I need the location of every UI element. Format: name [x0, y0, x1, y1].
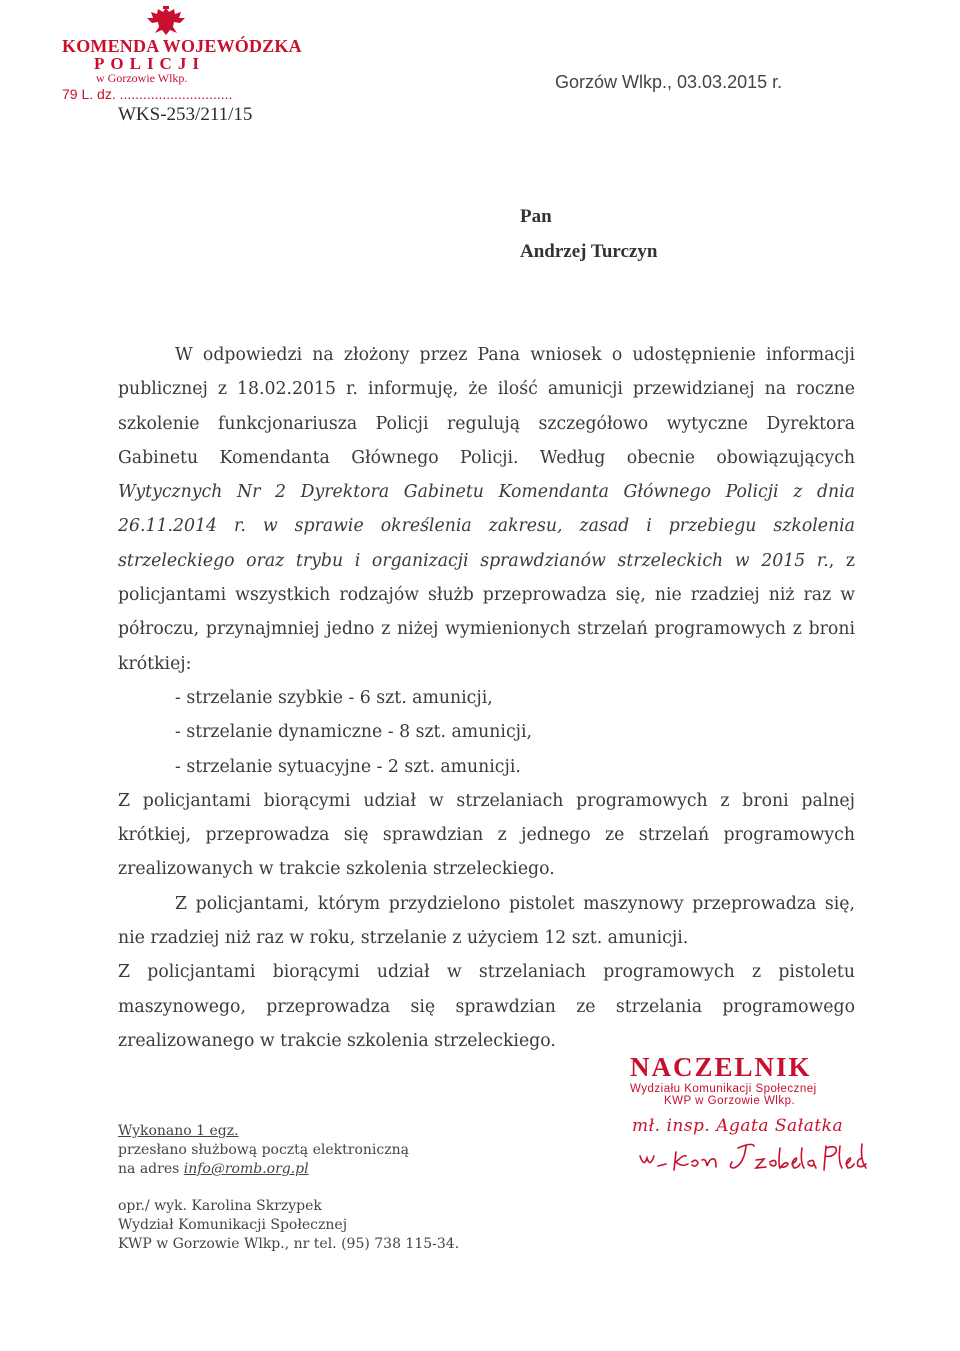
document-date: Gorzów Wlkp., 03.03.2015 r. [555, 72, 783, 92]
paragraph-2: Z policjantami biorącymi udział w strzelaniach programowych z broni palnej krótkiej, przeprowadza się sprawdzian z jednego ze strzelań programowych zrealizowanych w trakcie szkolenia strzeleckiego. [118, 790, 855, 880]
signature-dept: Wydziału Komunikacji Społecznej [630, 1083, 817, 1095]
stamp-line-3: w Gorzowie Wlkp. [96, 71, 188, 85]
author-contact: KWP w Gorzowie Wlkp., nr tel. (95) 738 115-34. [118, 1236, 460, 1252]
paragraph-1: W odpowiedzi na złożony przez Pana wniosek o udostępnienie informacji publicznej z 18.02.2015 r. informuję, że ilość amunicji przewidzianej na roczne szkolenie funkcjonariusza Policji regulują szczegółowo wytyczne Dyrektora Gabinetu Komendanta Głównego Policji. Według obecnie obowiązujących Wytycznych Nr 2 Dyrektora Gabinetu Komendanta Głównego Policji z dnia 26.11.2014 r. w sprawie określenia zakresu, zasad i przebiegu szkolenia strzeleckiego oraz trybu i organizacji sprawdzianów strzeleckich w 2015 r., z policjantami wszystkich rodzajów służb przeprowadza się, nie rzadziej niż raz w półroczu, przynajmniej jedno z niżej wymienionych strzelań programowych z broni krótkiej: [118, 345, 855, 674]
author-dept: Wydział Komunikacji Społecznej [118, 1217, 348, 1233]
stamp-line-1: KOMENDA WOJEWÓDZKA [62, 36, 302, 56]
list-item: - strzelanie dynamiczne - 8 szt. amunicji, [175, 722, 533, 743]
eagle-emblem-icon [144, 6, 188, 36]
copies-note: Wykonano 1 egz. [118, 1123, 239, 1139]
distribution-note [118, 1122, 409, 1179]
stamp-registry-number: 79 L. dz. ............................. [62, 86, 233, 102]
prepared-by [118, 1197, 459, 1254]
addressee-name: Andrzej Turczyn [520, 241, 658, 262]
list-item: - strzelanie sytuacyjne - 2 szt. amunicji. [175, 756, 521, 777]
list-item: - strzelanie szybkie - 6 szt. amunicji, [175, 687, 493, 708]
paragraph-4: Z policjantami biorącymi udział w strzelaniach programowych z pistoletu maszynowego, przeprowadza się sprawdzian ze strzelania programowego zrealizowanego w trakcie szkolenia strzeleckiego. [118, 962, 855, 1051]
sent-note: przesłano służbową pocztą elektroniczną [118, 1142, 409, 1158]
email-link[interactable]: info@romb.org.pl [183, 1161, 309, 1177]
signature-title: NACZELNIK [630, 1052, 812, 1082]
addressee-salutation: Pan [520, 206, 552, 227]
stamp-line-2: POLICJI [94, 54, 205, 73]
signature-block [630, 1052, 870, 1136]
email-line: na adres info@romb.org.pl [118, 1161, 309, 1177]
author-line: opr./ wyk. Karolina Skrzypek [118, 1198, 322, 1214]
signature-name: mł. insp. Agata Sałatka [632, 1116, 844, 1136]
guidelines-title: Wytycznych Nr 2 Dyrektora Gabinetu Komendanta Głównego Policji z dnia 26.11.2014 r. w sprawie określenia zakresu, zasad i przebiegu szkolenia strzeleckiego oraz trybu i organizacji sprawdzianów strzeleckich w 2015 r. [118, 482, 855, 571]
signature-unit: KWP w Gorzowie Wlkp. [664, 1095, 796, 1107]
paragraph-3: Z policjantami, którym przydzielono pistolet maszynowy przeprowadza się, nie rzadziej niż raz w roku, strzelanie z użyciem 12 szt. amunicji. [118, 893, 855, 949]
handwritten-signature-icon [630, 1134, 870, 1180]
document-reference: WKS-253/211/15 [118, 104, 253, 125]
letter-body [118, 338, 855, 1058]
